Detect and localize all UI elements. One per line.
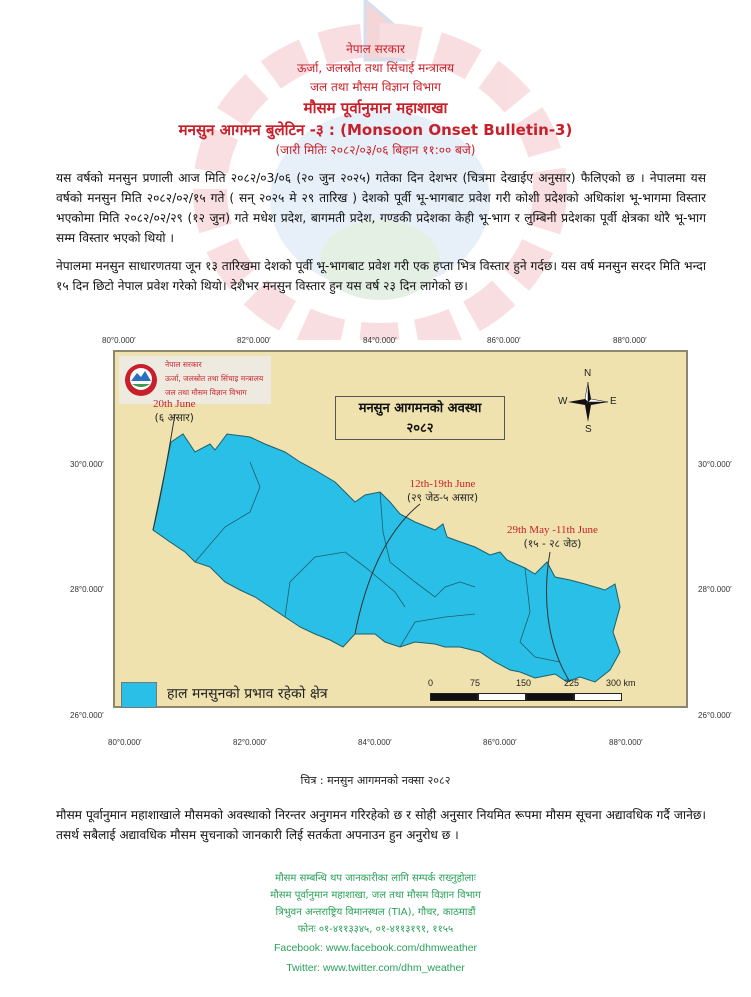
lon-tick-bottom: 88°0.000′	[609, 738, 643, 747]
letterhead	[0, 40, 751, 159]
government-name: नेपाल सरकार	[346, 42, 405, 56]
lat-tick-right: 28°0.000′	[698, 585, 732, 594]
lat-tick-left: 30°0.000′	[70, 460, 104, 469]
lat-tick-right: 26°0.000′	[698, 711, 732, 720]
lat-tick-left: 26°0.000′	[70, 711, 104, 720]
lon-tick-top: 82°0.000′	[237, 336, 271, 345]
onset-label-central: 12th-19th June (२९ जेठ-५ असार)	[407, 478, 479, 504]
compass-west: W	[558, 396, 568, 407]
onset-label-east: 29th May -11th June (१५ - २८ जेठ)	[507, 524, 598, 550]
gov-box-line2: ऊर्जा, जलस्रोत तथा सिंचाइ मन्त्रालय	[165, 374, 264, 383]
lon-tick-top: 80°0.000′	[102, 336, 136, 345]
compass-east: E	[610, 396, 617, 407]
lon-tick-bottom: 82°0.000′	[233, 738, 267, 747]
paragraph-normal-onset: नेपालमा मनसुन साधारणतया जून १३ तारिखमा देशको पूर्वी भू-भागबाट प्रवेश गरी एक हप्ता भित्र विस्तार हुने गर्दछ। यस वर्ष मनसुन सरदर मिति भन्दा १५ दिन छिटो नेपाल प्रवेश गरेको थियो। देशैभर मनसुन विस्तार हुन यस वर्ष २३ दिन लागेको छ।	[56, 259, 706, 293]
onset-label-west: 20th June (६ असार)	[153, 398, 196, 424]
map-year: २०८२	[406, 421, 434, 436]
map-title: मनसुन आगमनको अवस्था	[358, 401, 482, 416]
paragraph-advisory: मौसम पूर्वानुमान महाशाखाले मौसमको अवस्थाको निरन्तर अनुगमन गरिरहेको छ र सोही अनुसार नियमित रूपमा मौसम सूचना अद्यावधिक गर्दै जानेछ। तसर्थ सबैलाई अद्यावधिक मौसम सुचनाको जानकारी लिई सतर्कता अपनाउन हुन अनुरोध छ ।	[56, 808, 706, 842]
gov-box-line1: नेपाल सरकार	[165, 360, 202, 369]
government-logo-box	[119, 356, 271, 404]
department-name: जल तथा मौसम विज्ञान विभाग	[310, 80, 441, 94]
lon-tick-bottom: 86°0.000′	[483, 738, 517, 747]
lat-tick-right: 30°0.000′	[698, 460, 732, 469]
lon-tick-bottom: 84°0.000′	[358, 738, 392, 747]
figure-caption: चित्र : मनसुन आगमनको नक्सा २०८२	[300, 774, 451, 787]
footer-division: मौसम पूर्वानुमान महाशाखा, जल तथा मौसम विज्ञान विभाग	[270, 890, 481, 901]
lon-tick-top: 86°0.000′	[487, 336, 521, 345]
paragraph-monsoon-status: यस वर्षको मनसुन प्रणाली आज मिति २०८२/०3/०६ (२० जुन २०२५) गतेका दिन देशभर (चित्रमा देखाईए अनुसार) फैलिएको छ । नेपालमा यस वर्षको मनसुन मिति २०८२/०२/१५ गते ( सन् २०२५ मे २९ तारिख ) देशको पूर्वी भू-भागबाट प्रवेश गरी कोशी प्रदेशको अधिकांश भू-भागमा विस्तार भएकोमा मिति २०८२/०२/२९ (१२ जुन) गते मधेश प्रदेश, बागमती प्रदेश, गण्डकी प्रदेशका केही भू-भाग र लुम्बिनी प्रदेशका पूर्वी क्षेत्रका थोरै भू-भाग सम्म विस्तार भएको थियो ।	[56, 171, 706, 245]
compass-rose	[558, 368, 618, 438]
legend-label: हाल मनसुनको प्रभाव रहेको क्षेत्र	[167, 686, 328, 702]
compass-south: S	[585, 424, 592, 435]
footer-phone: फोनः ०१-४११३३४५, ०१-४११३१९१, ११५५	[297, 924, 454, 935]
bulletin-title: मनसुन आगमन बुलेटिन -३ : (Monsoon Onset Bulletin-3)	[178, 121, 573, 139]
nepal-emblem-icon	[123, 362, 159, 398]
map-frame: नेपाल सरकार ऊर्जा, जलस्रोत तथा सिंचाइ मन्त्रालय जल तथा मौसम विज्ञान विभाग मनसुन आगमनको अवस्था २०८२ N S W E 20th June (६ असार) 12th-19th June (२९ जेठ-५ असार) 29th May -11th June (१५ - २८ जेठ) हाल मनसुनको प्रभाव रहेको क्षेत्र 0 75 150 225 300 km	[113, 350, 688, 708]
twitter-link[interactable]: Twitter: www.twitter.com/dhm_weather	[286, 962, 465, 974]
gov-box-line3: जल तथा मौसम विज्ञान विभाग	[165, 388, 247, 397]
contact-footer	[0, 870, 751, 978]
division-name: मौसम पूर्वानुमान महाशाखा	[303, 99, 448, 117]
compass-north: N	[584, 368, 592, 379]
compass-star-icon	[568, 382, 608, 422]
lon-tick-top: 84°0.000′	[363, 336, 397, 345]
lon-tick-bottom: 80°0.000′	[108, 738, 142, 747]
lon-tick-top: 88°0.000′	[613, 336, 647, 345]
facebook-link[interactable]: Facebook: www.facebook.com/dhmweather	[273, 942, 478, 954]
ministry-name: ऊर्जा, जलस्रोत तथा सिंचाई मन्त्रालय	[296, 61, 455, 75]
issue-date: (जारी मितिः २०८२/०३/०६ बिहान ११:०० बजे)	[275, 143, 476, 157]
monsoon-onset-map	[40, 332, 745, 752]
footer-contact-intro: मौसम सम्बन्धि थप जानकारीका लागि सम्पर्क राख्नुहोलाः	[275, 873, 476, 884]
map-title-box	[335, 396, 505, 440]
footer-address: त्रिभुवन अन्तराष्ट्रिय विमानस्थल (TIA), गौचर, काठमाडौं	[275, 907, 476, 918]
legend-swatch-monsoon	[121, 682, 157, 708]
lat-tick-left: 28°0.000′	[70, 585, 104, 594]
